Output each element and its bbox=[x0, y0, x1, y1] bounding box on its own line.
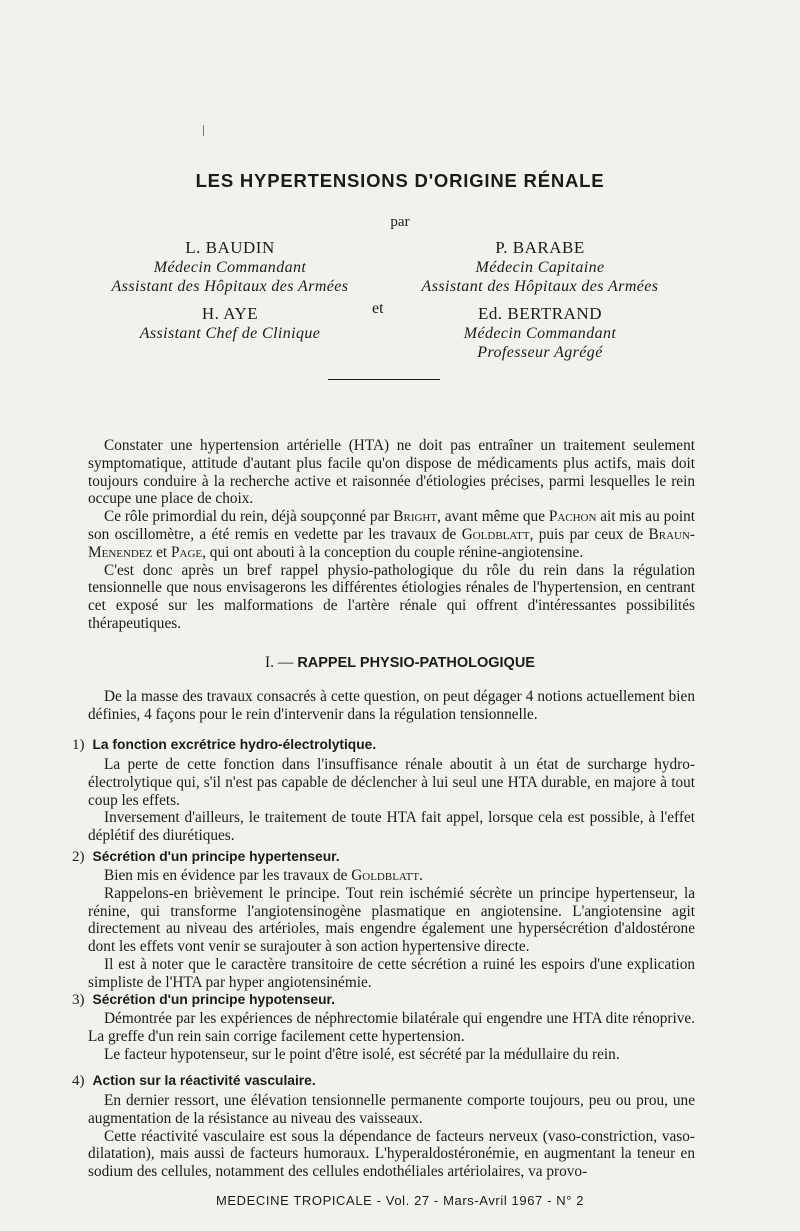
authors-left bbox=[80, 238, 380, 343]
author-name: L. BAUDIN bbox=[185, 238, 275, 257]
section-heading: I. — RAPPEL PHYSIO-PATHOLOGIQUE bbox=[265, 654, 535, 671]
authors-block bbox=[0, 238, 800, 368]
author-name: P. BARABE bbox=[495, 238, 585, 257]
authors-connector: et bbox=[372, 300, 384, 317]
subsection-heading: 2) Sécrétion d'un principe hypertenseur. bbox=[72, 849, 340, 865]
separator-rule bbox=[328, 379, 440, 380]
intro-paragraph: Ce rôle primordial du rein, déjà soupçonné par Bright, avant même que Pachon ait mis au point son oscillomètre, a été remis en vedette par les travaux de Goldblatt, puis par ceux de Braun-Menendez et Page, qui ont abouti à la conception du couple rénine-angiotensine. bbox=[88, 508, 696, 561]
subsection-heading: 4) Action sur la réactivité vasculaire. bbox=[72, 1073, 316, 1089]
scan-mark bbox=[203, 125, 204, 136]
author-role: Médecin Commandant bbox=[463, 325, 617, 342]
section-lead: De la masse des travaux consacrés à cette question, on peut dégager 4 notions actuellement bien définies, 4 façons pour le rein d'intervenir dans la régulation tensionnelle. bbox=[88, 688, 695, 723]
author-name: H. AYE bbox=[201, 304, 259, 323]
intro-paragraph: C'est donc après un bref rappel physio-pathologique du rôle du rein dans la régulation tensionnelle que nous envisagerons les différentes étiologies rénales de l'hypertension, en centrant cet exposé sur les malformations de l'artère rénale qui offrent d'intéressantes possibilités thérapeutiques. bbox=[88, 561, 695, 632]
intro-paragraph: Constater une hypertension artérielle (HTA) ne doit pas entraîner un traitement seulement symptomatique, attitude d'autant plus facile qu'on dispose de médicaments plus actifs, mais doit toujours conduire à la recherche active et raisonnée d'étiologies précises, parmi lesquelles le rein occupe une place de choix. bbox=[88, 437, 695, 508]
by-line: par bbox=[390, 214, 410, 230]
author-role: Assistant des Hôpitaux des Armées bbox=[421, 278, 659, 295]
introduction bbox=[88, 437, 695, 633]
author-role: Professeur Agrégé bbox=[477, 344, 603, 361]
journal-footer: MEDECINE TROPICALE - Vol. 27 - Mars-Avril 1967 - N° 2 bbox=[215, 1193, 585, 1208]
subsection-body: En dernier ressort, une élévation tensionnelle permanente comporte toujours, peu ou prou, une augmentation de la résistance au niveau des vaisseaux. Cette réactivité vasculaire est sous la dépendance de facteurs nerveux (vaso-constriction, vaso-dilatation), mais aussi de facteurs humoraux. L'hyperaldostéronémie, en augmentant la teneur en sodium des cellules, notamment des cellules endothéliales artériolaires, va provo- bbox=[88, 1092, 695, 1181]
author-role: Médecin Commandant bbox=[153, 259, 307, 276]
author-role: Assistant Chef de Clinique bbox=[139, 325, 321, 342]
author-name: Ed. BERTRAND bbox=[478, 304, 602, 323]
article-title: LES HYPERTENSIONS D'ORIGINE RÉNALE bbox=[195, 170, 605, 191]
author-role: Assistant des Hôpitaux des Armées bbox=[111, 278, 349, 295]
authors-right bbox=[390, 238, 690, 362]
subsection-body: Bien mis en évidence par les travaux de Goldblatt. Rappelons-en brièvement le principe. Tout rein ischémié sécrète un principe hypertenseur, la rénine, qui transforme l'angiotensinogène plasmatique en angiotensine. L'angiotensine agit directement au niveau des artérioles, mais engendre également une hypersécrétion d'aldostérone dont les effets vont venir se surajouter à son action hypertensive directe. Il est à noter que le caractère transitoire de cette sécrétion a ruiné les espoirs d'une explication simpliste de l'HTA par hyper angiotensinémie. bbox=[88, 867, 695, 991]
subsection-body: La perte de cette fonction dans l'insuffisance rénale aboutit à un état de surcharge hydro-électrolytique qui, s'il n'est pas capable de déclencher à lui seul une HTA durable, en majore à tout coup les effets. Inversement d'ailleurs, le traitement de toute HTA fait appel, lorsque cela est possible, à l'effet déplétif des diurétiques. bbox=[88, 756, 695, 845]
subsection-heading: 3) Sécrétion d'un principe hypotenseur. bbox=[72, 992, 335, 1008]
author-role: Médecin Capitaine bbox=[475, 259, 605, 276]
subsection-body: Démontrée par les expériences de néphrectomie bilatérale qui engendre une HTA dite rénoprive. La greffe d'un rein sain corrige facilement cette hypertension. Le facteur hypotenseur, sur le point d'être isolé, est sécrété par la médullaire du rein. bbox=[88, 1010, 695, 1063]
subsection-heading: 1) La fonction excrétrice hydro-électrolytique. bbox=[72, 737, 377, 753]
